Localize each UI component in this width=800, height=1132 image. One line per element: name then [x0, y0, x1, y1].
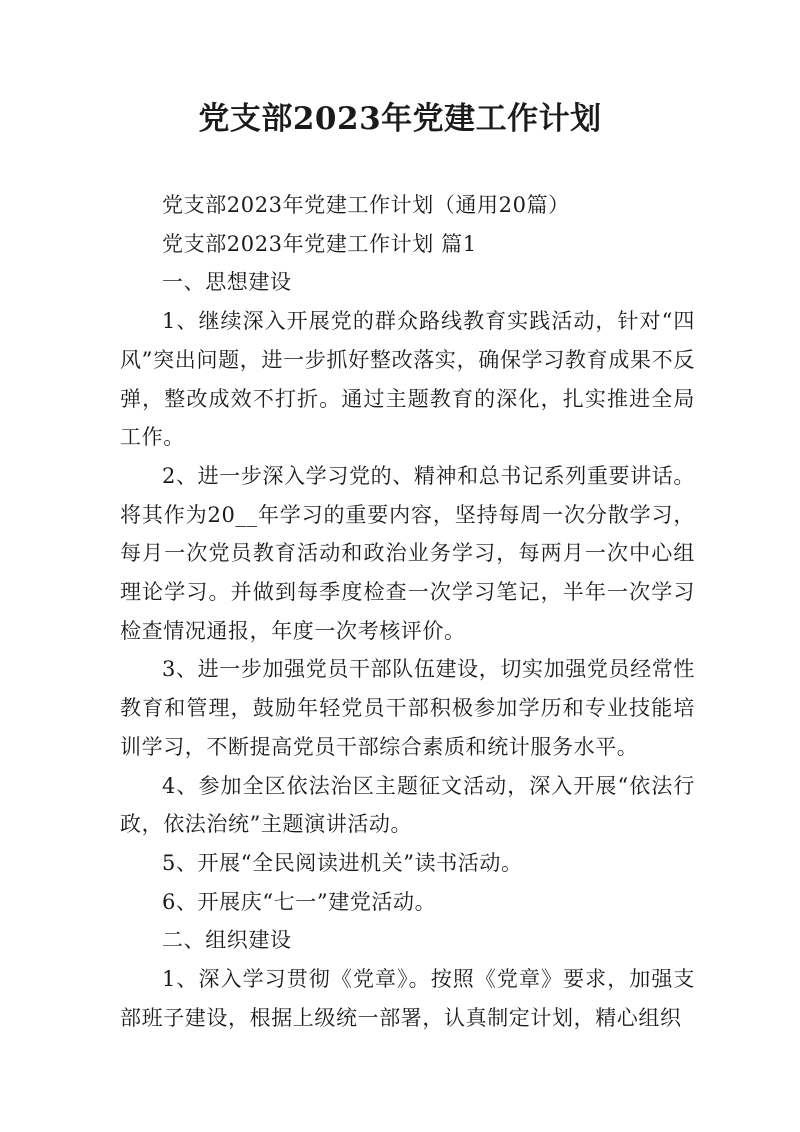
paragraph-item-5: 5、开展“全民阅读进机关”读书活动。	[162, 850, 523, 875]
paragraph-item-3: 3、进一步加强党员干部队伍建设，切实加强党员经常性教育和管理，鼓励年轻党员干部积极参加学历和专业技能培训学习，不断提高党员干部综合素质和统计服务水平。	[120, 657, 695, 759]
paragraph-item-6: 6、开展庆“七一”建党活动。	[162, 889, 437, 914]
paragraph-item-4: 4、参加全区依法治区主题征文活动，深入开展“依法行政，依法治统”主题演讲活动。	[120, 773, 695, 837]
document-title: 党支部2023年党建工作计划	[198, 101, 602, 137]
paragraph-item-1: 1、继续深入开展党的群众路线教育实践活动，针对“四风”突出问题，进一步抓好整改落实，确保学习教育成果不反弹，整改成效不打折。通过主题教育的深化，扎实推进全局工作。	[120, 309, 695, 450]
document-body	[120, 186, 695, 1037]
heading-ideological-building: 一、思想建设	[162, 270, 292, 295]
paragraph-org-item-1: 1、深入学习贯彻《党章》。按照《党章》要求，加强支部班子建设，根据上级统一部署，认真制定计划，精心组织	[120, 967, 695, 1030]
paragraph-item-2: 2、进一步深入学习党的、精神和总书记系列重要讲话。将其作为20__年学习的重要内容，坚持每周一次分散学习，每月一次党员教育活动和政治业务学习，每两月一次中心组理论学习。并做到每季度检查一次学习笔记，半年一次学习检查情况通报，年度一次考核评价。	[120, 463, 695, 643]
section-heading-paragraph: 党支部2023年党建工作计划 篇1	[162, 231, 477, 256]
heading-organizational-building: 二、组织建设	[162, 928, 292, 953]
subtitle-paragraph: 党支部2023年党建工作计划（通用20篇）	[162, 193, 570, 217]
